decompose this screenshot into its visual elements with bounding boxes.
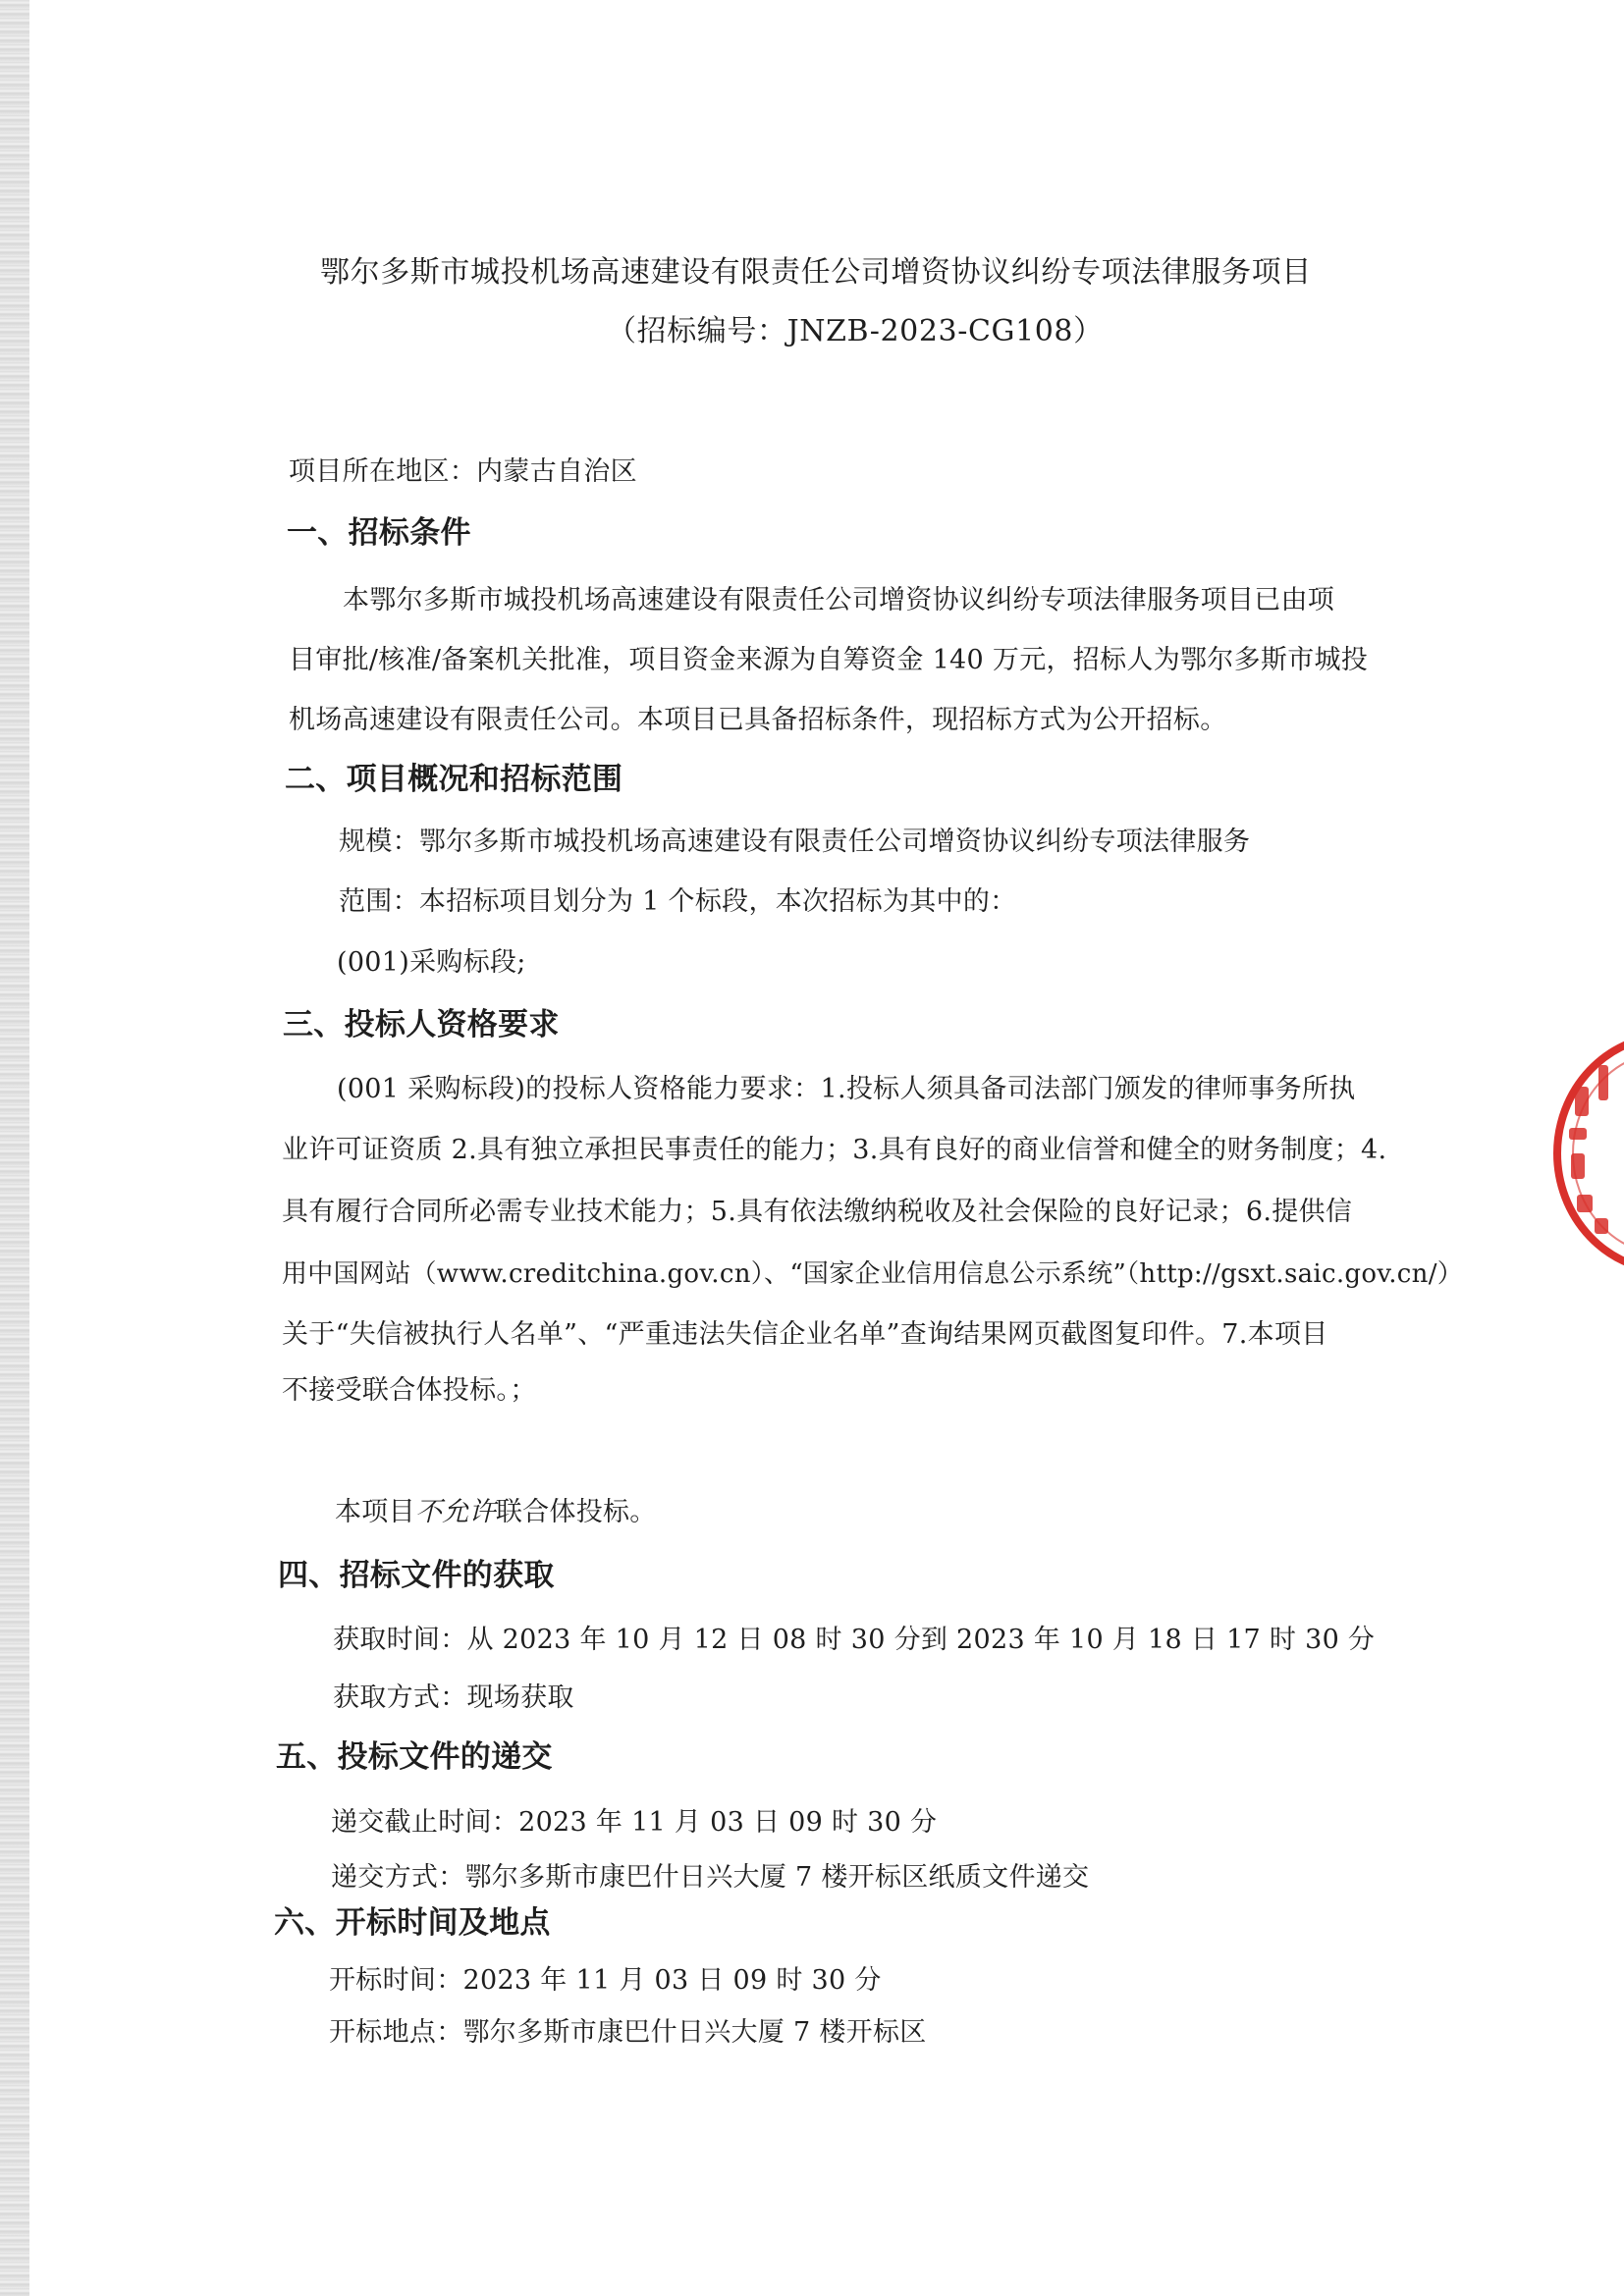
official-seal-stamp — [1542, 1026, 1624, 1281]
s6-open-place: 开标地点：鄂尔多斯市康巴什日兴大厦 7 楼开标区 — [329, 2017, 927, 2048]
s3-line-5: 关于“失信被执行人名单”、“严重违法失信企业名单”查询结果网页截图复印件。7.本项目 — [282, 1319, 1328, 1350]
document-title: 鄂尔多斯市城投机场高速建设有限责任公司增资协议纠纷专项法律服务项目 — [320, 255, 1312, 290]
s2-scale: 规模：鄂尔多斯市城投机场高速建设有限责任公司增资协议纠纷专项法律服务 — [339, 827, 1251, 857]
consortium-prefix: 本项目 — [335, 1497, 415, 1527]
s3-line-4: 用中国网站（www.creditchina.gov.cn）、“国家企业信用信息公示系统”（http://gsxt.saic.gov.cn/） — [282, 1259, 1464, 1289]
s1-line-3: 机场高速建设有限责任公司。本项目已具备招标条件，现招标方式为公开招标。 — [289, 705, 1227, 735]
tender-number: （招标编号：JNZB-2023-CG108） — [607, 314, 1104, 348]
section-heading-1: 一、招标条件 — [287, 515, 471, 551]
section-heading-4: 四、招标文件的获取 — [278, 1558, 555, 1593]
s3-line-6: 不接受联合体投标。； — [282, 1375, 537, 1406]
s5-method: 递交方式：鄂尔多斯市康巴什日兴大厦 7 楼开标区纸质文件递交 — [331, 1862, 1090, 1893]
section-heading-5: 五、投标文件的递交 — [276, 1739, 553, 1775]
s5-deadline: 递交截止时间：2023 年 11 月 03 日 09 时 30 分 — [331, 1807, 938, 1838]
s1-line-2: 目审批/核准/备案机关批准，项目资金来源为自筹资金 140 万元，招标人为鄂尔多斯市城投 — [289, 645, 1369, 675]
section-heading-2: 二、项目概况和招标范围 — [285, 762, 623, 797]
s2-lot: (001)采购标段; — [337, 947, 526, 978]
scan-edge-shading — [0, 0, 29, 2296]
s4-obtain-time: 获取时间：从 2023 年 10 月 12 日 08 时 30 分到 2023 年 10 月 18 日 17 时 30 分 — [333, 1625, 1376, 1655]
section-heading-3: 三、投标人资格要求 — [283, 1007, 560, 1042]
consortium-note — [335, 1496, 657, 1529]
s6-open-time: 开标时间：2023 年 11 月 03 日 09 时 30 分 — [329, 1965, 882, 1996]
project-region: 项目所在地区：内蒙古自治区 — [289, 456, 637, 487]
section-heading-6: 六、开标时间及地点 — [274, 1905, 551, 1941]
s2-scope: 范围：本招标项目划分为 1 个标段，本次招标为其中的： — [339, 886, 1017, 917]
consortium-emphasis: 不允许 — [414, 1497, 496, 1527]
s1-line-1: 本鄂尔多斯市城投机场高速建设有限责任公司增资协议纠纷专项法律服务项目已由项 — [343, 585, 1335, 615]
s4-obtain-method: 获取方式：现场获取 — [333, 1682, 574, 1713]
consortium-suffix: 联合体投标。 — [495, 1497, 657, 1527]
s3-line-1: (001 采购标段)的投标人资格能力要求：1.投标人须具备司法部门颁发的律师事务所执 — [337, 1074, 1356, 1104]
s3-line-2: 业许可证资质 2.具有独立承担民事责任的能力；3.具有良好的商业信誉和健全的财务制度；4. — [282, 1135, 1387, 1165]
s3-line-3: 具有履行合同所必需专业技术能力；5.具有依法缴纳税收及社会保险的良好记录；6.提供信 — [282, 1197, 1353, 1227]
